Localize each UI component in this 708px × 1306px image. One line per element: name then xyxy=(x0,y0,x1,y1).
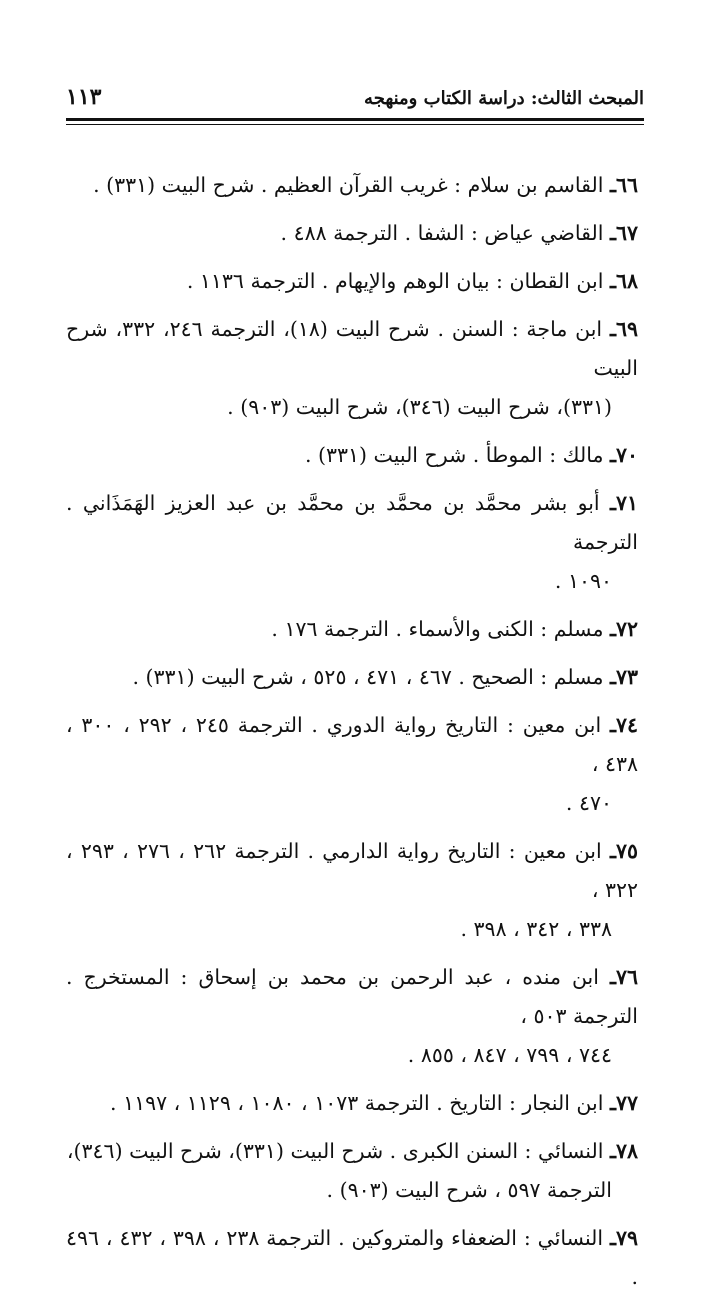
page-number: ١١٣ xyxy=(66,84,102,110)
reference-entry xyxy=(66,658,638,697)
reference-entry xyxy=(66,1084,638,1123)
entry-text: ابن منده ، عبد الرحمن بن محمد بن إسحاق : المستخرج . الترجمة ٥٠٣ ، xyxy=(66,965,638,1028)
entry-text: ابن القطان : بيان الوهم والإيهام . الترجمة ١١٣٦ . xyxy=(186,269,610,293)
running-title: المبحث الثالث: دراسة الكتاب ومنهجه xyxy=(364,88,644,109)
entry-number: ٦٨ـ xyxy=(609,269,638,293)
entry-continuation: ٤٧٠ . xyxy=(565,791,612,815)
entry-text: القاضي عياض : الشفا . الترجمة ٤٨٨ . xyxy=(280,221,610,245)
entry-text: ابن معين : التاريخ رواية الدارمي . الترجمة ٢٦٢ ، ٢٧٦ ، ٢٩٣ ، ٣٢٢ ، xyxy=(66,839,638,902)
entry-continuation: الترجمة ٥٩٧ ، شرح البيت (٩٠٣) . xyxy=(326,1178,612,1202)
entry-number: ٧٩ـ xyxy=(609,1226,639,1250)
entry-text: مالك : الموطأ . شرح البيت (٣٣١) . xyxy=(304,443,610,467)
entry-continuation: (٣٣١)، شرح البيت (٣٤٦)، شرح البيت (٩٠٣) . xyxy=(227,395,612,419)
entry-text: النسائي : الضعفاء والمتروكين . الترجمة ٢٣٨ ، ٣٩٨ ، ٤٣٢ ، ٤٩٦ . xyxy=(66,1226,638,1289)
entry-text: مسلم : الكنى والأسماء . الترجمة ١٧٦ . xyxy=(271,617,610,641)
entry-number: ٧٧ـ xyxy=(609,1091,638,1115)
entry-text: ابن النجار : التاريخ . الترجمة ١٠٧٣ ، ١٠٨٠ ، ١١٢٩ ، ١١٩٧ . xyxy=(110,1091,610,1115)
entry-number: ٧٤ـ xyxy=(609,713,638,737)
entry-text: القاسم بن سلام : غريب القرآن العظيم . شرح البيت (٣٣١) . xyxy=(93,173,610,197)
entry-number: ٦٩ـ xyxy=(609,317,638,341)
reference-entry xyxy=(66,484,638,601)
entry-text: النسائي : السنن الكبرى . شرح البيت (٣٣١)، شرح البيت (٣٤٦)، xyxy=(66,1139,610,1163)
entry-number: ٧١ـ xyxy=(609,491,638,515)
reference-entry xyxy=(66,1219,638,1297)
entry-text: ابن ماجة : السنن . شرح البيت (١٨)، الترجمة ٢٤٦، ٣٣٢، شرح البيت xyxy=(66,317,638,380)
reference-entry xyxy=(66,1132,638,1210)
entry-number: ٦٦ـ xyxy=(609,173,638,197)
reference-entry xyxy=(66,958,638,1075)
entry-number: ٧٥ـ xyxy=(609,839,638,863)
entry-continuation: ٧٤٤ ، ٧٩٩ ، ٨٤٧ ، ٨٥٥ . xyxy=(407,1043,612,1067)
header-rule-thin xyxy=(66,124,644,125)
entry-number: ٧٣ـ xyxy=(609,665,638,689)
reference-entry xyxy=(66,214,638,253)
page-header xyxy=(66,84,644,114)
header-rule-thick xyxy=(66,118,644,121)
reference-entry xyxy=(66,706,638,823)
reference-entry xyxy=(66,832,638,949)
reference-entry xyxy=(66,166,638,205)
entry-number: ٧٠ـ xyxy=(609,443,638,467)
reference-entry xyxy=(66,310,638,427)
entry-text: مسلم : الصحيح . ٤٦٧ ، ٤٧١ ، ٥٢٥ ، شرح البيت (٣٣١) . xyxy=(132,665,610,689)
entry-continuation: ١٠٩٠ . xyxy=(554,569,612,593)
reference-list xyxy=(66,166,638,1306)
entry-number: ٦٧ـ xyxy=(609,221,638,245)
entry-continuation: ٣٣٨ ، ٣٤٢ ، ٣٩٨ . xyxy=(460,917,612,941)
entry-number: ٧٦ـ xyxy=(609,965,638,989)
entry-number: ٧٨ـ xyxy=(609,1139,638,1163)
reference-entry xyxy=(66,436,638,475)
entry-text: أبو بشر محمَّد بن محمَّد بن محمَّد بن عبد العزيز الهَمَذَاني . الترجمة xyxy=(66,491,638,554)
entry-text: ابن معين : التاريخ رواية الدوري . الترجمة ٢٤٥ ، ٢٩٢ ، ٣٠٠ ، ٤٣٨ ، xyxy=(66,713,638,776)
reference-entry xyxy=(66,262,638,301)
entry-number: ٧٢ـ xyxy=(609,617,638,641)
reference-entry xyxy=(66,610,638,649)
